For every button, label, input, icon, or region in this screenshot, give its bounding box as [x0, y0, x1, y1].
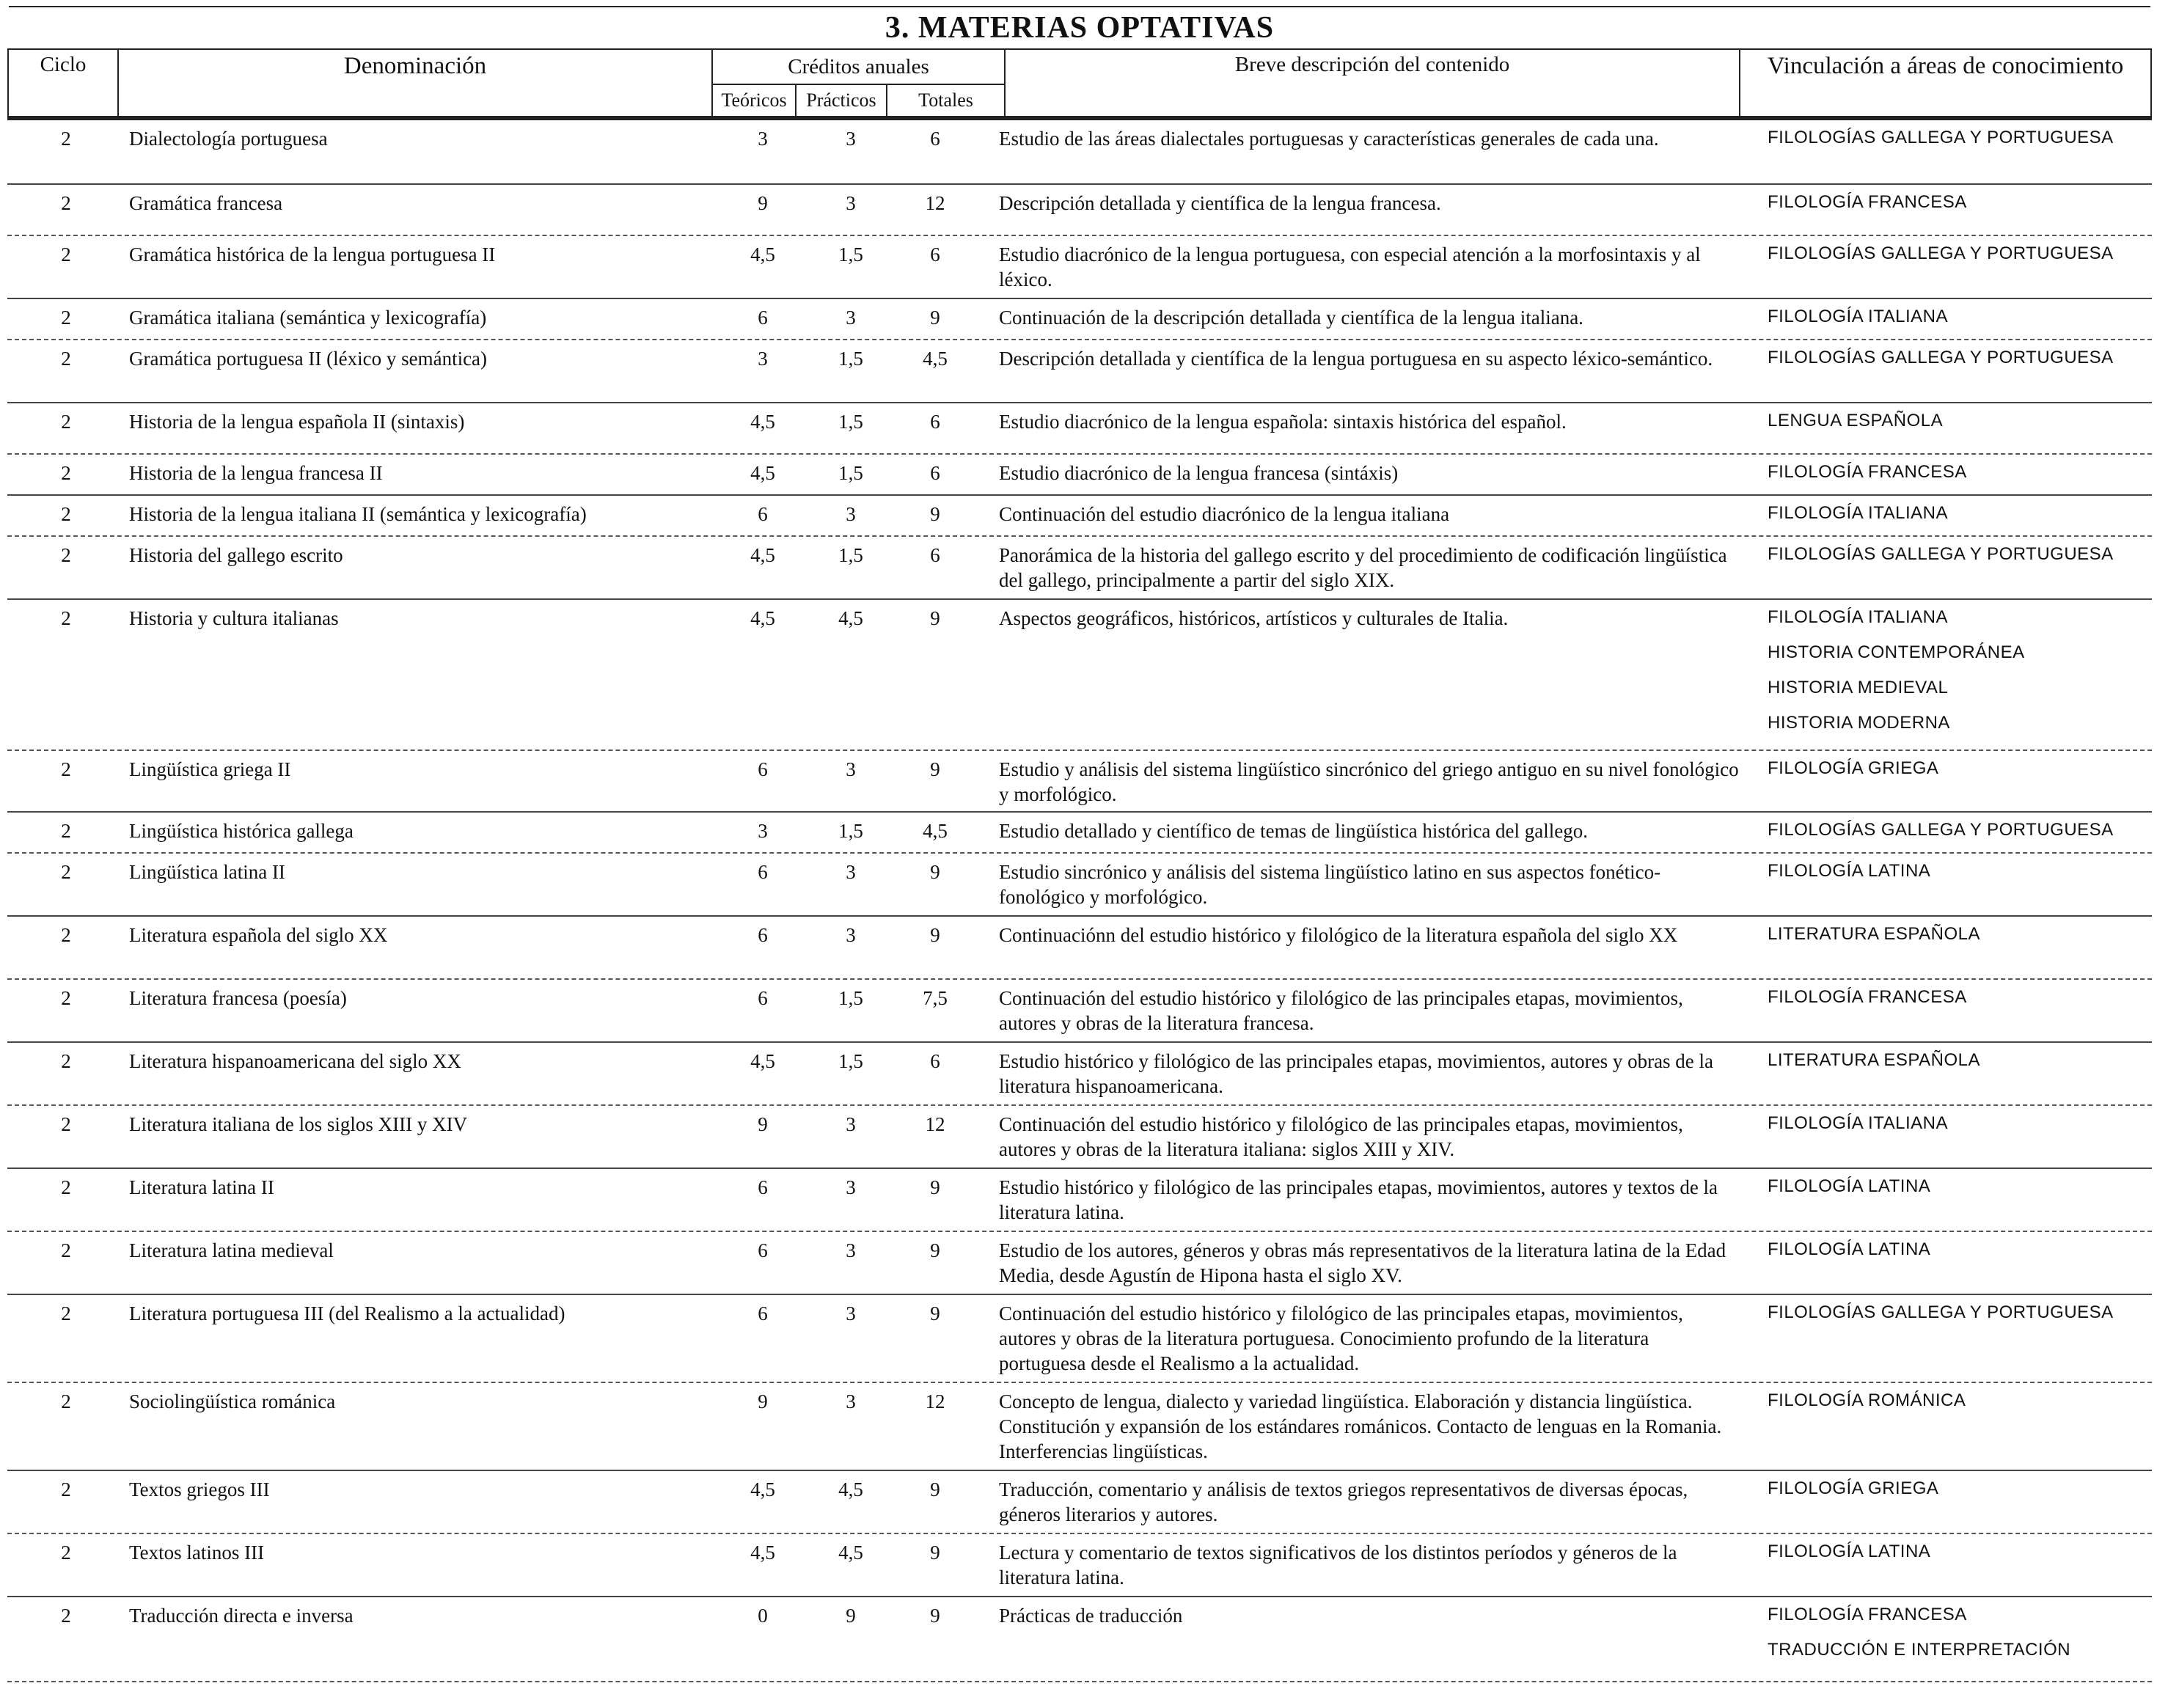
cell-ciclo: 2 — [61, 348, 71, 370]
cell-practicos: 1,5 — [838, 243, 863, 265]
cell-ciclo: 2 — [61, 924, 71, 946]
cell-denominacion: Historia de la lengua española II (sintaxis) — [129, 411, 465, 433]
page-title: 3. MATERIAS OPTATIVAS — [9, 6, 2150, 48]
cell-teoricos: 6 — [758, 758, 768, 780]
cell-teoricos: 6 — [758, 1302, 768, 1324]
cell-areas — [1768, 1534, 2149, 1569]
cell-areas — [1768, 185, 2149, 220]
area-item: FILOLOGÍA FRANCESA — [1768, 1605, 1967, 1624]
cell-totales: 9 — [930, 1605, 940, 1627]
cell-denominacion: Gramática italiana (semántica y lexicografía) — [129, 307, 487, 329]
cell-practicos: 3 — [846, 758, 856, 780]
cell-totales: 9 — [930, 1542, 940, 1564]
cell-teoricos: 6 — [758, 1239, 768, 1261]
cell-practicos: 3 — [846, 1302, 856, 1324]
cell-areas — [1768, 455, 2149, 490]
cell-descripcion: Continuación de la descripción detallada y científica de la lengua italiana. — [999, 307, 1583, 329]
cell-denominacion: Literatura francesa (poesía) — [129, 987, 347, 1009]
cell-teoricos: 6 — [758, 1176, 768, 1198]
cell-areas — [1768, 537, 2149, 572]
cell-teoricos: 6 — [758, 861, 768, 883]
cell-totales: 12 — [925, 192, 945, 214]
cell-teoricos: 9 — [758, 1113, 768, 1135]
cell-denominacion: Literatura española del siglo XX — [129, 924, 388, 946]
area-item: FILOLOGÍAS GALLEGA Y PORTUGUESA — [1768, 128, 2114, 147]
cell-descripcion: Continuación del estudio histórico y filológico de las principales etapas, movimientos, autores y obras de la literatura francesa. — [999, 987, 1683, 1034]
cell-teoricos: 6 — [758, 503, 768, 525]
cell-areas — [1768, 236, 2149, 271]
cell-descripcion: Estudio diacrónico de la lengua francesa (sintáxis) — [999, 462, 1399, 484]
cell-practicos: 4,5 — [838, 607, 863, 629]
area-item: FILOLOGÍA LATINA — [1768, 1542, 1931, 1561]
cell-ciclo: 2 — [61, 861, 71, 883]
area-item: LITERATURA ESPAÑOLA — [1768, 924, 1981, 944]
subjects-table — [7, 120, 2152, 1682]
cell-practicos: 9 — [846, 1605, 856, 1627]
cell-teoricos: 0 — [758, 1605, 768, 1627]
cell-descripcion: Estudio detallado y científico de temas de lingüística histórica del gallego. — [999, 820, 1589, 842]
cell-ciclo: 2 — [61, 1050, 71, 1072]
area-item: FILOLOGÍAS GALLEGA Y PORTUGUESA — [1768, 544, 2114, 564]
header-teoricos: Teóricos — [712, 84, 796, 117]
table-row — [7, 1106, 2152, 1169]
cell-ciclo: 2 — [61, 987, 71, 1009]
cell-denominacion: Gramática histórica de la lengua portuguesa II — [129, 243, 496, 265]
cell-denominacion: Historia de la lengua francesa II — [129, 462, 383, 484]
header-totales: Totales — [887, 84, 1005, 117]
cell-descripcion: Estudio diacrónico de la lengua española: sintaxis histórica del español. — [999, 411, 1567, 433]
cell-descripcion: Estudio histórico y filológico de las principales etapas, movimientos, autores y obras de la literatura hispanoamericana. — [999, 1050, 1714, 1097]
cell-practicos: 3 — [846, 128, 856, 150]
cell-denominacion: Sociolingüística románica — [129, 1390, 336, 1412]
cell-totales: 4,5 — [923, 820, 948, 842]
cell-practicos: 1,5 — [838, 348, 863, 370]
cell-teoricos: 4,5 — [750, 462, 775, 484]
cell-teoricos: 4,5 — [750, 544, 775, 566]
cell-teoricos: 6 — [758, 924, 768, 946]
table-row — [7, 1597, 2152, 1682]
cell-denominacion: Literatura portuguesa III (del Realismo a la actualidad) — [129, 1302, 565, 1324]
cell-descripcion: Continuación del estudio histórico y filológico de las principales etapas, movimientos, autores y obras de la literatura portuguesa. Conocimiento profundo de la literatura portuguesa desde el Realismo a la actualidad. — [999, 1302, 1683, 1374]
cell-teoricos: 4,5 — [750, 243, 775, 265]
table-row — [7, 1295, 2152, 1383]
area-item: FILOLOGÍA LATINA — [1768, 1176, 1931, 1196]
area-item: FILOLOGÍA ITALIANA — [1768, 607, 1948, 627]
area-item: FILOLOGÍA FRANCESA — [1768, 987, 1967, 1007]
area-item: FILOLOGÍA ITALIANA — [1768, 503, 1948, 523]
cell-denominacion: Historia y cultura italianas — [129, 607, 339, 629]
cell-descripcion: Estudio y análisis del sistema lingüístico sincrónico del griego antiguo en su nivel fonológico y morfológico. — [999, 758, 1739, 805]
table-row — [7, 1534, 2152, 1597]
area-item: LENGUA ESPAÑOLA — [1768, 411, 1944, 430]
cell-ciclo: 2 — [61, 243, 71, 265]
cell-denominacion: Textos griegos III — [129, 1478, 270, 1500]
table-row — [7, 403, 2152, 455]
cell-practicos: 3 — [846, 1390, 856, 1412]
cell-totales: 9 — [930, 607, 940, 629]
cell-practicos: 1,5 — [838, 462, 863, 484]
cell-denominacion: Historia del gallego escrito — [129, 544, 343, 566]
cell-descripcion: Lectura y comentario de textos significativos de los distintos períodos y géneros de la literatura latina. — [999, 1542, 1677, 1588]
cell-ciclo: 2 — [61, 128, 71, 150]
cell-teoricos: 4,5 — [750, 1478, 775, 1500]
cell-areas — [1768, 340, 2149, 375]
cell-totales: 6 — [930, 411, 940, 433]
cell-denominacion: Historia de la lengua italiana II (semántica y lexicografía) — [129, 503, 587, 525]
cell-teoricos: 4,5 — [750, 1542, 775, 1564]
cell-areas — [1768, 1169, 2149, 1204]
table-row — [7, 751, 2152, 813]
header-practicos: Prácticos — [796, 84, 887, 117]
cell-areas — [1768, 751, 2149, 786]
header-denominacion: Denominación — [118, 49, 712, 117]
cell-descripcion: Prácticas de traducción — [999, 1605, 1183, 1627]
table-row — [7, 813, 2152, 854]
cell-denominacion: Traducción directa e inversa — [129, 1605, 354, 1627]
table-row — [7, 1383, 2152, 1471]
table-row — [7, 600, 2152, 751]
cell-totales: 12 — [925, 1390, 945, 1412]
cell-totales: 9 — [930, 1239, 940, 1261]
cell-practicos: 4,5 — [838, 1542, 863, 1564]
cell-areas — [1768, 980, 2149, 1015]
cell-teoricos: 6 — [758, 307, 768, 329]
cell-totales: 9 — [930, 1302, 940, 1324]
cell-areas — [1768, 496, 2149, 531]
area-item: FILOLOGÍA LATINA — [1768, 1239, 1931, 1259]
cell-ciclo: 2 — [61, 1605, 71, 1627]
cell-totales: 9 — [930, 924, 940, 946]
cell-practicos: 1,5 — [838, 1050, 863, 1072]
cell-practicos: 3 — [846, 1113, 856, 1135]
cell-areas — [1768, 600, 2149, 741]
cell-areas — [1768, 1043, 2149, 1078]
cell-descripcion: Estudio sincrónico y análisis del sistema lingüístico latino en sus aspectos fonético-fonológico y morfológico. — [999, 861, 1661, 908]
area-item: FILOLOGÍA GRIEGA — [1768, 758, 1939, 778]
cell-areas — [1768, 403, 2149, 439]
cell-denominacion: Gramática portuguesa II (léxico y semántica) — [129, 348, 488, 370]
cell-teoricos: 9 — [758, 1390, 768, 1412]
table-header — [7, 48, 2152, 117]
cell-ciclo: 2 — [61, 307, 71, 329]
cell-totales: 6 — [930, 128, 940, 150]
area-item: FILOLOGÍA ITALIANA — [1768, 1113, 1948, 1133]
cell-practicos: 3 — [846, 861, 856, 883]
cell-ciclo: 2 — [61, 544, 71, 566]
cell-descripcion: Estudio de los autores, géneros y obras más representativos de la literatura latina de la Edad Media, desde Agustín de Hipona hasta el siglo XV. — [999, 1239, 1726, 1286]
cell-descripcion: Descripción detallada y científica de la lengua portuguesa en su aspecto léxico-semántico. — [999, 348, 1713, 370]
cell-ciclo: 2 — [61, 192, 71, 214]
cell-practicos: 3 — [846, 503, 856, 525]
cell-descripcion: Continuación del estudio histórico y filológico de las principales etapas, movimientos, autores y obras de la literatura italiana: siglos XIII y XIV. — [999, 1113, 1683, 1160]
cell-ciclo: 2 — [61, 820, 71, 842]
area-item: HISTORIA CONTEMPORÁNEA — [1768, 642, 2025, 662]
cell-teoricos: 4,5 — [750, 411, 775, 433]
area-item: FILOLOGÍA FRANCESA — [1768, 462, 1967, 482]
header-ciclo: Ciclo — [8, 49, 118, 117]
cell-denominacion: Literatura hispanoamericana del siglo XX — [129, 1050, 461, 1072]
cell-practicos: 3 — [846, 1176, 856, 1198]
cell-areas — [1768, 1597, 2149, 1668]
cell-ciclo: 2 — [61, 462, 71, 484]
table-row — [7, 537, 2152, 600]
area-item: HISTORIA MODERNA — [1768, 713, 1950, 733]
cell-descripcion: Continuación del estudio diacrónico de la lengua italiana — [999, 503, 1450, 525]
area-item: FILOLOGÍA ROMÁNICA — [1768, 1390, 1966, 1410]
cell-areas — [1768, 854, 2149, 889]
cell-denominacion: Gramática francesa — [129, 192, 283, 214]
cell-totales: 6 — [930, 462, 940, 484]
cell-practicos: 1,5 — [838, 544, 863, 566]
area-item: FILOLOGÍA LATINA — [1768, 861, 1931, 881]
cell-teoricos: 9 — [758, 192, 768, 214]
cell-denominacion: Textos latinos III — [129, 1542, 265, 1564]
cell-descripcion: Descripción detallada y científica de la lengua francesa. — [999, 192, 1441, 214]
cell-ciclo: 2 — [61, 411, 71, 433]
cell-denominacion: Lingüística latina II — [129, 861, 285, 883]
cell-totales: 6 — [930, 544, 940, 566]
cell-areas — [1768, 917, 2149, 952]
table-row — [7, 120, 2152, 185]
table-row — [7, 1043, 2152, 1106]
table-row — [7, 340, 2152, 403]
cell-teoricos: 4,5 — [750, 607, 775, 629]
cell-ciclo: 2 — [61, 607, 71, 629]
table-row — [7, 854, 2152, 917]
cell-descripcion: Estudio histórico y filológico de las principales etapas, movimientos, autores y textos de la literatura latina. — [999, 1176, 1718, 1223]
cell-areas — [1768, 813, 2149, 848]
area-item: FILOLOGÍA ITALIANA — [1768, 307, 1948, 326]
area-item: FILOLOGÍA GRIEGA — [1768, 1478, 1939, 1498]
header-vinculacion: Vinculación a áreas de conocimiento — [1740, 49, 2151, 117]
cell-teoricos: 3 — [758, 128, 768, 150]
cell-practicos: 3 — [846, 924, 856, 946]
table-row — [7, 496, 2152, 537]
cell-practicos: 4,5 — [838, 1478, 863, 1500]
cell-ciclo: 2 — [61, 1239, 71, 1261]
cell-areas — [1768, 1295, 2149, 1330]
cell-ciclo: 2 — [61, 1390, 71, 1412]
area-item: LITERATURA ESPAÑOLA — [1768, 1050, 1981, 1070]
cell-denominacion: Literatura italiana de los siglos XIII y XIV — [129, 1113, 468, 1135]
cell-descripcion: Estudio diacrónico de la lengua portuguesa, con especial atención a la morfosintaxis y al léxico. — [999, 243, 1701, 290]
area-item: FILOLOGÍAS GALLEGA Y PORTUGUESA — [1768, 1302, 2114, 1322]
table-row — [7, 299, 2152, 340]
cell-ciclo: 2 — [61, 1478, 71, 1500]
area-item: FILOLOGÍAS GALLEGA Y PORTUGUESA — [1768, 820, 2114, 840]
area-item: FILOLOGÍAS GALLEGA Y PORTUGUESA — [1768, 348, 2114, 367]
cell-descripcion: Traducción, comentario y análisis de textos griegos representativos de diversas épocas, géneros literarios y autores. — [999, 1478, 1688, 1525]
cell-teoricos: 3 — [758, 348, 768, 370]
cell-practicos: 1,5 — [838, 820, 863, 842]
cell-ciclo: 2 — [61, 1113, 71, 1135]
area-item: TRADUCCIÓN E INTERPRETACIÓN — [1768, 1640, 2071, 1660]
cell-teoricos: 6 — [758, 987, 768, 1009]
cell-areas — [1768, 1471, 2149, 1506]
cell-descripcion: Aspectos geográficos, históricos, artísticos y culturales de Italia. — [999, 607, 1509, 629]
table-row — [7, 455, 2152, 496]
cell-totales: 9 — [930, 758, 940, 780]
cell-teoricos: 3 — [758, 820, 768, 842]
cell-ciclo: 2 — [61, 1542, 71, 1564]
cell-totales: 6 — [930, 243, 940, 265]
cell-practicos: 1,5 — [838, 411, 863, 433]
table-row — [7, 1169, 2152, 1232]
cell-areas — [1768, 1106, 2149, 1141]
area-item: FILOLOGÍAS GALLEGA Y PORTUGUESA — [1768, 243, 2114, 263]
area-item: HISTORIA MEDIEVAL — [1768, 678, 1949, 697]
header-creditos: Créditos anuales — [712, 49, 1005, 84]
cell-denominacion: Dialectología portuguesa — [129, 128, 328, 150]
cell-totales: 9 — [930, 1176, 940, 1198]
table-row — [7, 185, 2152, 236]
cell-descripcion: Estudio de las áreas dialectales portuguesas y características generales de cada una. — [999, 128, 1659, 150]
table-row — [7, 236, 2152, 299]
cell-ciclo: 2 — [61, 503, 71, 525]
cell-denominacion: Literatura latina II — [129, 1176, 274, 1198]
cell-denominacion: Literatura latina medieval — [129, 1239, 334, 1261]
cell-totales: 4,5 — [923, 348, 948, 370]
table-row — [7, 980, 2152, 1043]
area-item: FILOLOGÍA FRANCESA — [1768, 192, 1967, 212]
table-row — [7, 1471, 2152, 1534]
cell-areas — [1768, 1232, 2149, 1267]
cell-ciclo: 2 — [61, 758, 71, 780]
cell-descripcion: Panorámica de la historia del gallego escrito y del procedimiento de codificación lingüística del gallego, principalmente a partir del siglo XIX. — [999, 544, 1727, 591]
cell-areas — [1768, 1383, 2149, 1418]
cell-totales: 12 — [925, 1113, 945, 1135]
cell-practicos: 3 — [846, 192, 856, 214]
cell-ciclo: 2 — [61, 1302, 71, 1324]
cell-totales: 7,5 — [923, 987, 948, 1009]
cell-teoricos: 4,5 — [750, 1050, 775, 1072]
cell-totales: 9 — [930, 861, 940, 883]
table-row — [7, 1232, 2152, 1295]
header-descripcion: Breve descripción del contenido — [1005, 49, 1740, 117]
table-row — [7, 917, 2152, 980]
cell-descripcion: Continuaciónn del estudio histórico y filológico de la literatura española del siglo XX — [999, 924, 1678, 946]
cell-areas — [1768, 120, 2149, 155]
cell-descripcion: Concepto de lengua, dialecto y variedad lingüística. Elaboración y distancia lingüística. Constitución y expansión de los estándares románicos. Contacto de lenguas en la Romania. Interferencias lingüísticas. — [999, 1390, 1722, 1462]
cell-ciclo: 2 — [61, 1176, 71, 1198]
cell-totales: 9 — [930, 503, 940, 525]
cell-denominacion: Lingüística histórica gallega — [129, 820, 354, 842]
cell-practicos: 3 — [846, 1239, 856, 1261]
cell-totales: 9 — [930, 307, 940, 329]
cell-practicos: 1,5 — [838, 987, 863, 1009]
cell-denominacion: Lingüística griega II — [129, 758, 291, 780]
cell-practicos: 3 — [846, 307, 856, 329]
cell-totales: 9 — [930, 1478, 940, 1500]
cell-totales: 6 — [930, 1050, 940, 1072]
cell-areas — [1768, 299, 2149, 334]
